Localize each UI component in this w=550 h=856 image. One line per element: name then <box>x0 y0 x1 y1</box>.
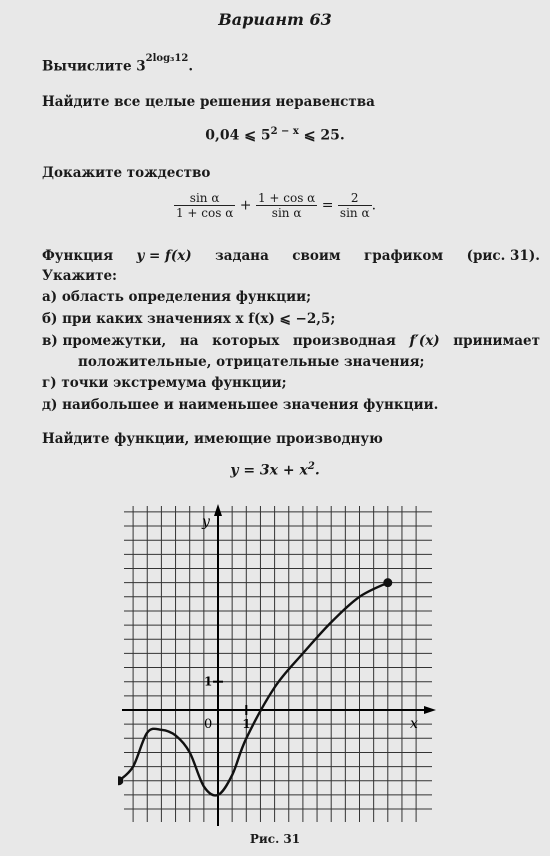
task-4-item-g: г) точки экстремума функции; <box>42 375 287 391</box>
task-4-item-a: а) область определения функции; <box>42 289 312 305</box>
fraction-2 <box>256 191 317 220</box>
task-5-formula-end: . <box>314 462 320 479</box>
task-4-item-d: д) наибольшее и наименьшее значения функции. <box>42 397 439 413</box>
task-4-word-1: Функция <box>42 248 114 264</box>
task-4-word-2: y = f(x) <box>136 248 192 264</box>
task-5-text: Найдите функции, имеющие производную <box>42 431 383 447</box>
y-axis-label: y <box>202 514 210 530</box>
task-1-text: Вычислите 3 <box>42 58 146 75</box>
task-1 <box>42 53 194 75</box>
task-4-word-3: задана <box>215 248 269 264</box>
axis-labels <box>201 514 418 732</box>
task-4-v-word-1: в) промежутки, <box>42 333 167 349</box>
variant-title: Вариант 63 <box>218 10 332 29</box>
origin-label: 0 <box>204 717 213 732</box>
task-4-word-4: своим <box>292 248 341 264</box>
task-2-formula <box>0 126 550 144</box>
task-2-text: Найдите все целые решения неравенства <box>42 94 375 110</box>
fraction-2-numerator: 1 + cos α <box>257 191 316 205</box>
task-4-item-b: б) при каких значениях x f(x) ⩽ −2,5; <box>42 311 336 327</box>
fraction-3 <box>338 191 372 220</box>
function-graph <box>118 500 438 828</box>
x-tick-label-1: 1 <box>242 717 251 731</box>
equals-sign: = <box>321 197 334 214</box>
task-4-word-6: (рис. 31). <box>466 248 540 264</box>
task-4-item-v-line-2: положительные, отрицательные значения; <box>78 354 425 370</box>
task-1-exponent: 2log₃12 <box>145 53 189 64</box>
task-4-word-5: графиком <box>364 248 444 264</box>
task-4-first-line <box>42 248 540 264</box>
task-4-v-word-4: производная <box>292 333 396 349</box>
function-curve <box>119 583 388 796</box>
task-4-prompt: Укажите: <box>42 268 118 284</box>
task-3-identity <box>0 191 550 220</box>
y-axis-arrow <box>214 504 222 516</box>
task-2-formula-left: 0,04 ⩽ 5 <box>205 127 271 144</box>
task-4-v-word-6: принимает <box>453 333 540 349</box>
task-3-end: . <box>371 197 377 214</box>
grid <box>124 506 432 822</box>
axes <box>122 504 436 826</box>
x-axis-arrow <box>424 706 436 714</box>
task-4-v-word-2: на <box>179 333 199 349</box>
plus-sign: + <box>239 197 252 214</box>
fraction-2-denominator: sin α <box>271 206 302 220</box>
task-2-formula-right: ⩽ 25. <box>298 127 345 144</box>
task-5-formula <box>0 461 550 479</box>
figure-caption: Рис. 31 <box>249 832 301 846</box>
task-5-formula-exp: 2 <box>307 461 315 472</box>
task-5-formula-body: y = 3x + x <box>230 462 308 479</box>
x-axis-label: x <box>410 716 418 732</box>
fraction-3-denominator: sin α <box>339 206 370 220</box>
fraction-1 <box>174 191 235 220</box>
fraction-1-numerator: sin α <box>174 191 235 206</box>
task-4-item-v-line-1 <box>42 333 540 349</box>
task-4-v-word-5: f′(x) <box>409 333 440 349</box>
task-4-v-word-3: которых <box>212 333 280 349</box>
y-tick-label-1: 1 <box>204 674 213 689</box>
fraction-3-numerator: 2 <box>338 191 372 206</box>
fraction-1-denominator: 1 + cos α <box>175 206 234 220</box>
task-2-formula-exp: 2 − x <box>270 126 299 137</box>
curve-end-point <box>383 578 392 587</box>
task-3-text: Докажите тождество <box>42 165 211 181</box>
task-1-end: . <box>188 58 194 75</box>
